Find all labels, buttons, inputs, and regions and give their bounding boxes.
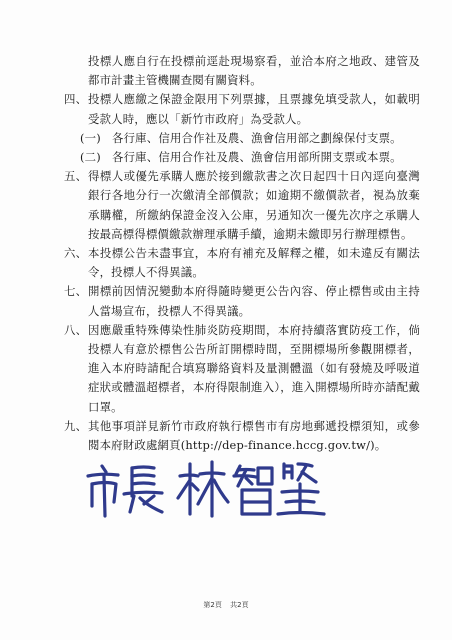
page-number: 第2頁: [203, 601, 222, 609]
item-4-number: 四、: [64, 92, 88, 107]
mayor-signature: [80, 456, 330, 520]
item-7-text: 開標前因情況變動本府得隨時變更公告內容、停止標售或由主持人當場宣布，投標人不得異議。: [88, 284, 420, 318]
document-body: [64, 52, 420, 455]
item-4-sub-2-text: 各行庫、信用合作社及農、漁會信用部所開支票或本票。: [112, 150, 402, 165]
item-5-number: 五、: [64, 169, 88, 184]
item-8-number: 八、: [64, 322, 88, 337]
item-8: [64, 321, 420, 417]
page-footer: [0, 600, 452, 610]
item-4-sub-1-number: (一): [80, 130, 101, 145]
handwritten-signature: [80, 456, 330, 520]
item-8-text: 因應嚴重特殊傳染性肺炎防疫期間，本府持續落實防疫工作，倘投標人有意於標售公告所訂開標時間，至開標場所參觀開標者，進入本府時請配合填寫聯絡資料及量測體溫（如有發燒及呼吸道症狀或體溫超標者，本府得限制進入），進入開標場所時亦請配戴口罩。: [88, 322, 420, 414]
intro-continuation: 投標人應自行在投標前逕赴現場察看，並洽本府之地政、建管及都市計畫主管機關查閱有關資料。: [88, 54, 420, 88]
item-5-text: 得標人或優先承購人應於接到繳款書之次日起四十日內逕向臺灣銀行各地分行一次繳清全部價款；如逾期不繳價款者，視為放棄承購權，所繳納保證金沒入公庫，另通知次一優先次序之承購人按最高標得標價繳款辦理承購手續，逾期未繳即另行辦理標售。: [88, 169, 420, 241]
item-4-sub-2: [64, 148, 420, 167]
item-4-sub-2-number: (二): [80, 150, 101, 165]
item-5: [64, 167, 420, 244]
item-4-sub-1: [64, 129, 420, 148]
item-4: [64, 90, 420, 128]
item-6-number: 六、: [64, 246, 88, 261]
item-4-text: 投標人應繳之保證金限用下列票據，且票據免填受款人，如載明受款人時，應以「新竹市政府」為受款人。: [88, 92, 420, 126]
item-9-number: 九、: [64, 418, 88, 433]
item-6: [64, 244, 420, 282]
item-4-sub-1-text: 各行庫、信用合作社及農、漁會信用部之劃線保付支票。: [112, 130, 402, 145]
item-6-text: 本投標公告未盡事宜，本府有補充及解釋之權，如未違反有關法令，投標人不得異議。: [88, 246, 420, 280]
item-9: [64, 417, 420, 455]
item-9-text: 其他事項詳見新竹市政府執行標售市有房地郵遞投標須知，或參閱本府財政處網頁(http://dep-finance.hccg.gov.tw/)。: [88, 418, 420, 453]
item-7: [64, 282, 420, 320]
page-total: 共2頁: [230, 601, 249, 609]
item-7-number: 七、: [64, 284, 88, 299]
